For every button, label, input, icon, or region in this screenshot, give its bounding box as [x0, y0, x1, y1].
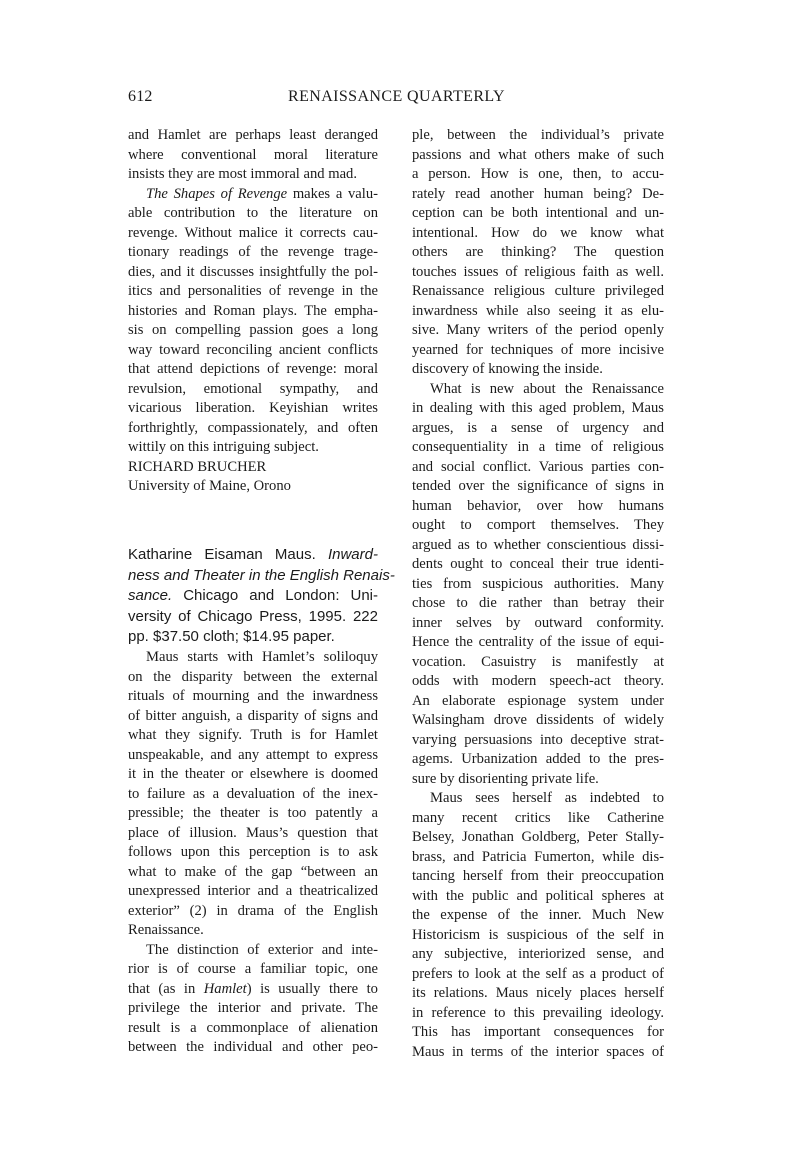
text-line: dents ought to conceal their true identi-: [412, 556, 664, 572]
reviewer-affiliation: University of Maine, Orono: [128, 478, 291, 494]
text-line: wittily on this intriguing subject.: [128, 439, 319, 455]
text-line: Hence the centrality of the issue of equi-: [412, 634, 664, 650]
text-line: yearned for techniques of more incisive: [412, 341, 664, 358]
text-line: consequentiality in a time of religious: [412, 439, 664, 455]
text-line: many recent critics like Catherine: [412, 809, 664, 826]
text-line: between the individual and other peo-: [128, 1039, 378, 1055]
text-line: of bitter anguish, a disparity of signs and: [128, 707, 378, 724]
text-line: The distinction of exterior and inte-: [146, 941, 378, 958]
text-line: its relations. Maus nicely places herself: [412, 985, 664, 1001]
text-line: tionary readings of the revenge trage-: [128, 244, 378, 260]
text-line: An elaborate espionage system under: [412, 692, 664, 709]
text-line: varying persuasions into deceptive strat-: [412, 731, 664, 748]
text-line: with the public and political spheres at: [412, 887, 664, 904]
text-line: discovery of knowing the inside.: [412, 361, 603, 377]
text-line: inwardness while also seeing it as elu-: [412, 302, 664, 319]
text-line: rituals of mourning and the inwardness: [128, 688, 378, 704]
text-line: tended over the significance of signs in: [412, 478, 664, 494]
text-line: pressible; the theater is too patently a: [128, 805, 378, 821]
text-line: ties from suspicious authorities. Many: [412, 575, 664, 592]
review-heading-line: sance. Chicago and London: Uni-: [128, 587, 378, 604]
text-line: sive. Many writers of the period openly: [412, 322, 664, 338]
text-line: Walsingham drove dissidents of widely: [412, 712, 664, 728]
text-line: chose to die rather than betray their: [412, 595, 664, 611]
text-line: what they signify. Truth is for Hamlet: [128, 727, 378, 743]
text-line: ception can be both intentional and un-: [412, 205, 664, 221]
text-line: privilege the interior and private. The: [128, 1000, 378, 1016]
text-line: itics and personalities of revenge in the: [128, 283, 378, 299]
text-line: a person. How is one, then, to accu-: [412, 166, 664, 182]
text-line: ple, between the individual’s private: [412, 127, 664, 143]
text-line: rately read another human being? De-: [412, 185, 664, 202]
text-line: to failure as a devaluation of the inex-: [128, 785, 378, 802]
text-line: vicarious liberation. Keyishian writes: [128, 400, 378, 416]
text-line: dies, and it discusses insightfully the pol-: [128, 263, 378, 280]
text-line: Belsey, Jonathan Goldberg, Peter Stally-: [412, 829, 664, 845]
text-line: follows upon this perception is to ask: [128, 844, 378, 860]
text-line: Renaissance.: [128, 922, 204, 938]
review-heading-line: versity of Chicago Press, 1995. 222: [128, 607, 378, 625]
text-line: agems. Urbanization added to the pres-: [412, 751, 664, 767]
running-head: RENAISSANCE QUARTERLY: [288, 88, 505, 105]
left-column-top: [128, 126, 378, 497]
text-line: histories and Roman plays. The empha-: [128, 302, 378, 319]
text-line: sis on compelling passion goes a long: [128, 322, 378, 338]
text-line: place of illusion. Maus’s question that: [128, 824, 378, 841]
text-line: argues, is a sense of urgency and: [412, 419, 664, 436]
right-column: [412, 126, 664, 1062]
text-line: Maus starts with Hamlet’s soliloquy: [146, 649, 378, 665]
text-line: Renaissance religious culture privileged: [412, 283, 664, 299]
text-line: that (as in Hamlet) is usually there to: [128, 980, 378, 997]
text-line: ought to comport themselves. They: [412, 517, 664, 533]
text-line: sure by disorienting private life.: [412, 770, 599, 787]
text-line: others are thinking? The question: [412, 244, 664, 260]
text-line: Historicism is suspicious of the self in: [412, 926, 664, 943]
review-heading-line: pp. $37.50 cloth; $14.95 paper.: [128, 628, 335, 645]
text-line: insists they are most immoral and mad.: [128, 166, 358, 182]
text-line: where conventional moral literature: [128, 146, 378, 163]
text-line: This has important consequences for: [412, 1024, 664, 1040]
text-line: tancing herself from their preoccupation: [412, 868, 664, 884]
text-line: result is a commonplace of alienation: [128, 1019, 378, 1036]
text-line: human behavior, over how humans: [412, 497, 664, 514]
text-line: brass, and Patricia Fumerton, while dis-: [412, 848, 664, 865]
text-line: The Shapes of Revenge makes a valu-: [146, 185, 378, 202]
text-line: vocation. Casuistry is manifestly at: [412, 653, 664, 670]
text-line: prefers to look at the self as a product of: [412, 965, 664, 982]
reviewer-name: RICHARD BRUCHER: [128, 458, 267, 475]
text-line: touches issues of religious faith as well.: [412, 263, 664, 280]
review-heading: [128, 545, 395, 648]
text-line: What is new about the Renaissance: [430, 380, 664, 397]
review-heading-line: ness and Theater in the English Renais-: [128, 566, 395, 584]
text-line: in dealing with this aged problem, Maus: [412, 400, 664, 416]
text-line: rior is of course a familiar topic, one: [128, 961, 378, 977]
text-line: able contribution to the literature on: [128, 205, 378, 221]
text-line: and social conflict. Various parties con-: [412, 458, 664, 475]
review-heading-line: Katharine Eisaman Maus. Inward-: [128, 546, 378, 563]
text-line: passions and what others make of such: [412, 146, 664, 163]
text-line: odds with modern speech-act theory.: [412, 673, 664, 689]
text-line: argued as to whether conscientious dissi-: [412, 536, 664, 553]
text-line: revulsion, emotional sympathy, and: [128, 380, 378, 397]
text-line: on the disparity between the external: [128, 668, 378, 685]
text-line: and Hamlet are perhaps least deranged: [128, 127, 378, 143]
text-line: any subjective, interiorized sense, and: [412, 946, 664, 962]
text-line: way toward reconciling ancient conflicts: [128, 341, 378, 358]
text-line: what to make of the gap “between an: [128, 863, 378, 880]
text-line: forthrightly, compassionately, and often: [128, 419, 378, 436]
left-column-body: [128, 648, 378, 1058]
text-line: exterior” (2) in drama of the English: [128, 902, 378, 919]
text-line: the expense of the inner. Much New: [412, 907, 664, 923]
text-line: that attend depictions of revenge: moral: [128, 361, 378, 377]
text-line: Maus sees herself as indebted to: [430, 790, 664, 806]
text-line: revenge. Without malice it corrects cau-: [128, 224, 378, 241]
text-line: intentional. How do we know what: [412, 224, 664, 241]
text-line: it in the theater or elsewhere is doomed: [128, 766, 378, 782]
text-line: in reference to this prevailing ideology.: [412, 1004, 664, 1021]
page-number: 612: [128, 88, 153, 105]
text-line: unexpressed interior and a theatricalized: [128, 883, 378, 899]
text-line: Maus in terms of the interior spaces of: [412, 1043, 664, 1060]
text-line: unspeakable, and any attempt to express: [128, 746, 378, 763]
text-line: inner selves by outward conformity.: [412, 614, 664, 631]
